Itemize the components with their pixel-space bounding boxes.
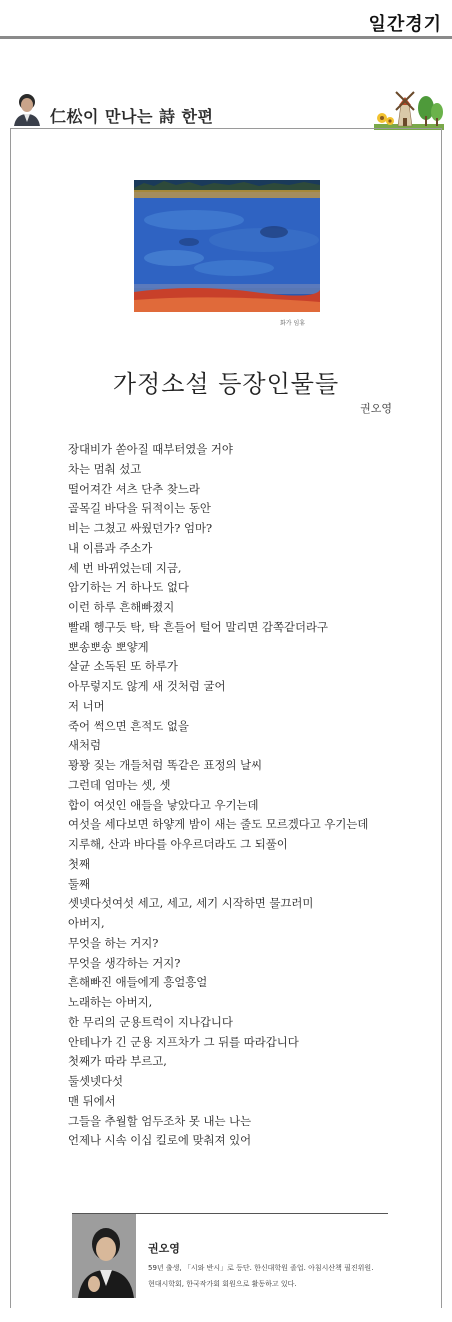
poem-line: 살균 소독된 또 하루가 (68, 659, 178, 674)
poem-line: 비는 그쳤고 싸웠던가? 엄마? (68, 521, 213, 535)
masthead (0, 0, 452, 40)
poem-line: 셋넷다섯여섯 세고, 세고, 세기 시작하면 물끄러미 (68, 896, 314, 911)
poem-line: 맨 뒤에서 (68, 1093, 116, 1108)
artwork-caption: 화가 임휴 (280, 320, 306, 327)
poem-line: 한 무리의 군용트럭이 지나갑니다 (68, 1014, 233, 1029)
poem-author: 권오영 (360, 402, 392, 415)
poem-line: 그런데 엄마는 셋, 셋 (68, 777, 171, 792)
poem-line: 둘째 (68, 876, 91, 891)
poem-line: 여섯을 세다보면 하얗게 밤이 새는 줄도 모르겠다고 우기는데 (68, 817, 369, 832)
poem-line: 골목길 바닥을 뒤적이는 동안 (68, 501, 211, 516)
bio-line: 현대시학회, 한국작가회 회원으로 활동하고 있다. (148, 1280, 297, 1288)
poet-photo-image (72, 1214, 136, 1298)
poem-line: 흔해빠진 애들에게 흥얼흥얼 (68, 975, 208, 990)
poem-line: 아무렇지도 않게 새 것처럼 굴어 (68, 679, 226, 693)
poem-line: 새처럼 (68, 738, 102, 753)
poem-line: 떨어져간 셔츠 단추 찾느라 (68, 481, 200, 496)
poem-line: 아버지, (68, 916, 105, 930)
poem-line: 뽀송뽀송 뽀얗게 (68, 639, 149, 654)
series-header (10, 88, 444, 130)
poem-line: 지루해, 산과 바다를 아우르더라도 그 되풀이 (68, 837, 288, 851)
poem-line: 이런 하루 흔해빠졌지 (68, 600, 175, 614)
poet-biography (148, 1260, 428, 1292)
poem-line: 무엇을 생각하는 거지? (68, 955, 181, 970)
newspaper-logo[interactable]: 일간경기 (368, 14, 442, 35)
poem-line: 안테나가 긴 군용 지프차가 그 뒤를 따라갑니다 (68, 1034, 299, 1049)
series-title: 仁松이 만나는 詩 한편 (50, 107, 214, 126)
poem-line: 노래하는 아버지, (68, 995, 153, 1009)
poem-line: 내 이름과 주소가 (68, 540, 153, 555)
poem-line: 둘셋넷다섯 (68, 1074, 124, 1088)
sea-painting-image (134, 180, 320, 312)
poem-line: 무엇을 하는 거지? (68, 935, 159, 950)
poem-line: 죽어 썩으면 흔적도 없을 (68, 718, 189, 733)
poem-line: 빨래 헹구듯 탁, 탁 흔들어 털어 말리면 감쪽같더라구 (68, 619, 329, 634)
poem-line: 그들을 추월할 엄두조차 못 내는 나는 (68, 1113, 252, 1128)
poem-line: 언제나 시속 이십 킬로에 맞춰져 있어 (68, 1133, 252, 1148)
poem-line: 합이 여섯인 애들을 낳았다고 우기는데 (68, 797, 259, 812)
poem-line: 암기하는 거 하나도 없다 (68, 580, 189, 595)
poem-line: 세 번 바뀌었는데 지금, (68, 560, 182, 575)
poem-title: 가정소설 등장인물들 (112, 370, 340, 398)
bio-line: 59년 출생, 「시와 반시」로 등단. 한신대학원 졸업. 아침시산책 필진위원. (148, 1264, 374, 1272)
poet-name: 권오영 (148, 1242, 180, 1255)
poem-line: 첫째가 따라 부르고, (68, 1054, 167, 1069)
poem-line: 꽝꽝 짖는 개들처럼 똑같은 표정의 날씨 (68, 758, 263, 772)
poem-line: 첫째 (68, 856, 91, 871)
windmill-scenery-icon (374, 88, 444, 130)
poem-body (68, 440, 408, 1151)
poem-line: 저 너머 (68, 698, 105, 713)
poem-line: 장대비가 쏟아질 때부터였을 거야 (68, 442, 233, 456)
columnist-avatar-icon (12, 92, 42, 126)
masthead-rule (0, 36, 452, 39)
poem-line: 차는 멈춰 섰고 (68, 461, 142, 476)
